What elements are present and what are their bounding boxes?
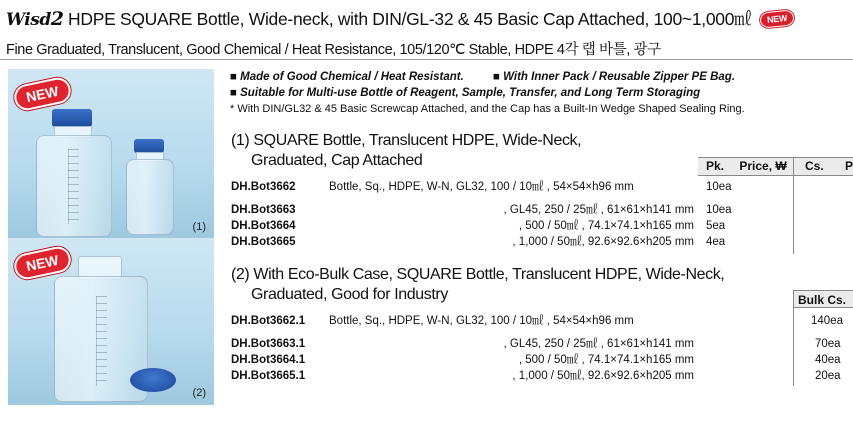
product-code: DH.Bot3664 [231,220,296,232]
col-price: Price, ₩ [739,159,787,173]
product-desc: Bottle, Sq., HDPE, W-N, GL32, 100 / 10㎖ , 54×54×h96 mm [329,315,634,327]
product-desc: , 1,000 / 50㎖, 92.6×92.6×h205 mm [512,370,694,382]
table-row [231,337,853,351]
photo-new-badge: NEW [12,75,73,112]
table-row [231,353,853,367]
page-subtitle: Fine Graduated, Translucent, Good Chemical / Heat Resistance, 105/120℃ Stable, HDPE 4각 랩 바틀, 광구 [6,42,661,58]
product-code: DH.Bot3662.1 [231,315,306,327]
product-desc: , 500 / 50㎖ , 74.1×74.1×h165 mm [518,354,694,366]
feature-list [230,69,735,101]
product-desc: , GL45, 250 / 25㎖ , 61×61×h141 mm [503,338,694,350]
feature-item: ■ Made of Good Chemical / Heat Resistant. [230,71,464,83]
cap-note: * With DIN/GL32 & 45 Basic Screwcap Attached, and the Cap has a Built-In Wedge Shaped Sealing Ring. [230,103,745,115]
photo-label: (2) [192,387,206,399]
table-row [231,203,853,217]
graduation-marks [96,296,107,386]
brand-logo: Wisd2 [6,8,64,30]
photo-label: (1) [192,221,206,233]
new-badge: NEW [759,9,795,28]
col-cs: Cs. [805,159,824,173]
section-1-title: (1) SQUARE Bottle, Translucent HDPE, Wide-Neck, Graduated, Cap Attached [231,132,582,169]
table-row [231,235,853,249]
photo-new-badge: NEW [12,244,73,281]
product-code: DH.Bot3665 [231,236,296,248]
product-code: DH.Bot3662 [231,181,296,193]
bottle-cap [134,139,164,153]
graduation-marks [68,149,79,224]
table-header-pk-price [698,157,798,176]
product-code: DH.Bot3665.1 [231,370,306,382]
table-header-cs [793,157,853,176]
header-divider [0,59,853,60]
product-code: DH.Bot3663 [231,204,296,216]
pack-qty: 10ea [706,204,732,216]
col-p: P [845,159,853,173]
bottle-cap [52,109,92,127]
bulk-qty: 70ea [815,338,841,350]
feature-item: ■ With Inner Pack / Reusable Zipper PE Bag. [493,71,736,83]
product-desc: , 500 / 50㎖ , 74.1×74.1×h165 mm [518,220,694,232]
feature-item: ■ Suitable for Multi-use Bottle of Reagent, Sample, Transfer, and Long Term Storaging [230,87,701,99]
pack-qty: 10ea [706,181,732,193]
title-text: HDPE SQUARE Bottle, Wide-neck, with DIN/GL-32 & 45 Basic Cap Attached, 100~1,000㎖ [68,9,752,29]
product-desc: , GL45, 250 / 25㎖ , 61×61×h141 mm [503,204,694,216]
loose-cap [130,368,176,392]
product-code: DH.Bot3663.1 [231,338,306,350]
product-desc: , 1,000 / 50㎖, 92.6×92.6×h205 mm [512,236,694,248]
product-photo-1 [8,69,214,239]
pack-qty: 5ea [706,220,726,232]
bulk-qty: 140ea [811,315,843,327]
small-bottle [126,159,174,235]
bulk-qty: 20ea [815,370,841,382]
section-2-title: (2) With Eco-Bulk Case, SQUARE Bottle, Translucent HDPE, Wide-Neck, Graduated, Good for Industry [231,266,725,303]
table-row [231,369,853,383]
table-header-bulk: Bulk Cs. [793,290,853,308]
product-code: DH.Bot3664.1 [231,354,306,366]
product-desc: Bottle, Sq., HDPE, W-N, GL32, 100 / 10㎖ , 54×54×h96 mm [329,181,634,193]
table-row [231,314,853,328]
pack-qty: 4ea [706,236,726,248]
table-row [231,219,853,233]
table-row [231,180,853,194]
bulk-qty: 40ea [815,354,841,366]
col-pk: Pk. [706,159,725,173]
page-title [6,6,794,30]
product-photo-2 [8,238,214,405]
